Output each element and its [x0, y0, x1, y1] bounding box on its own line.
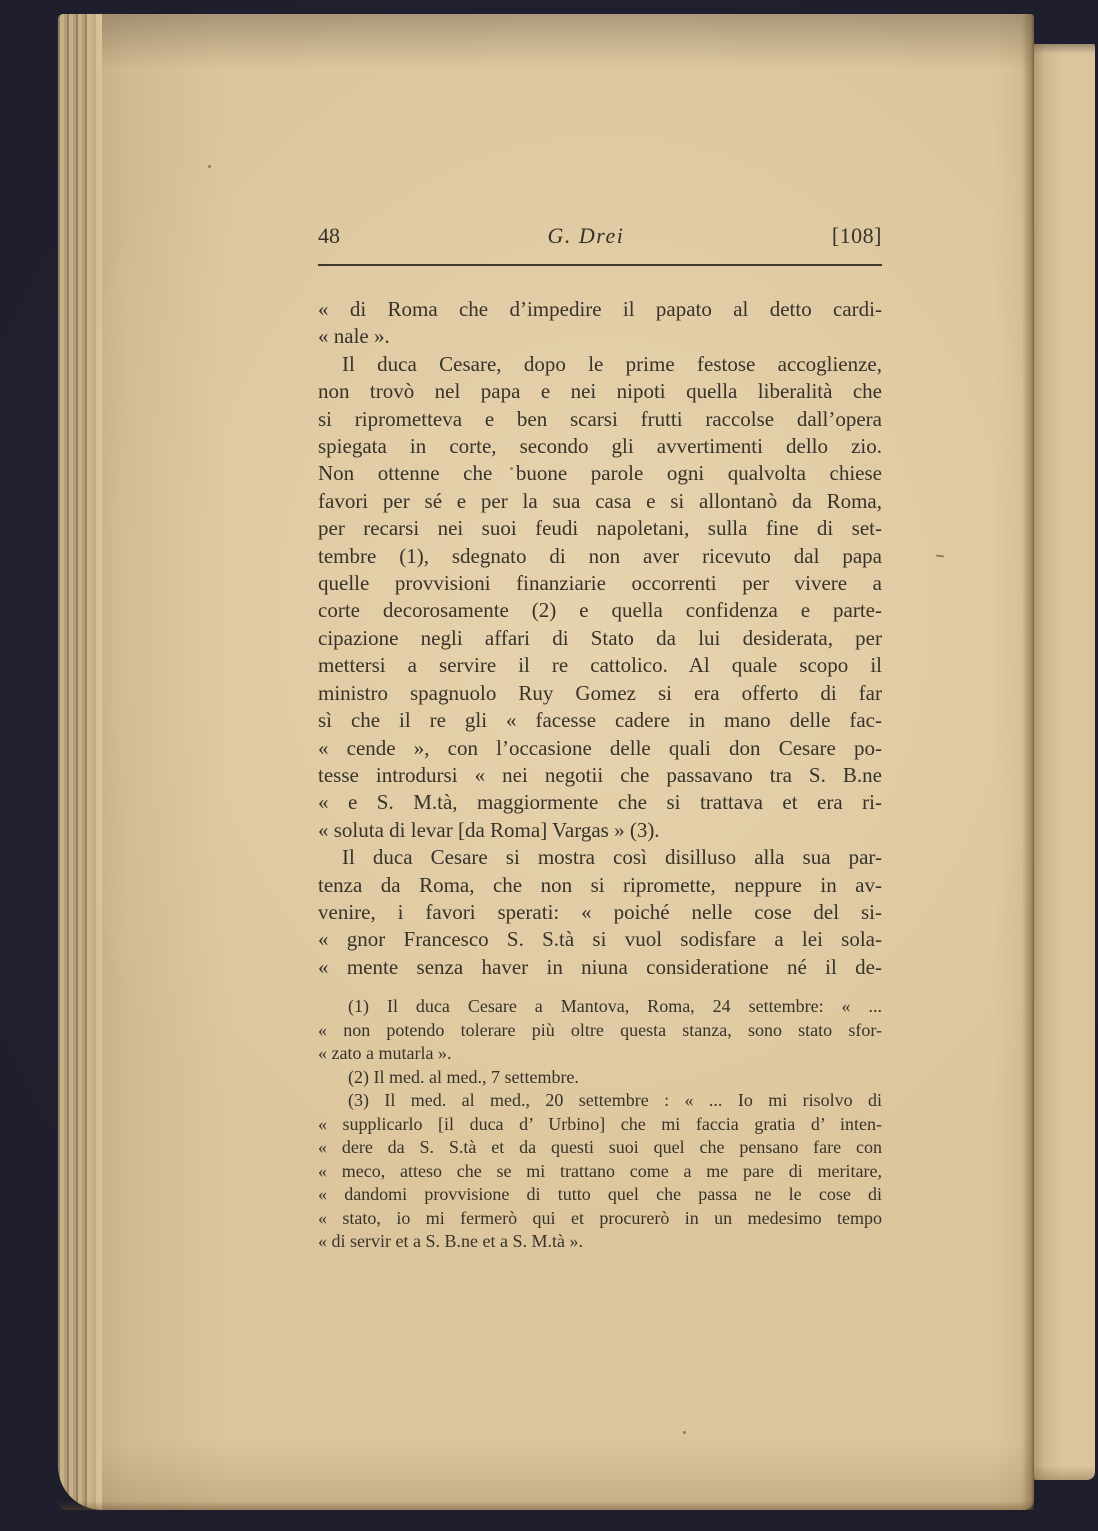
- text-line: tenza da Roma, che non si ripromette, neppure in av-: [318, 872, 882, 897]
- page-number: 48: [318, 223, 340, 248]
- header-rule: [318, 264, 882, 266]
- text-line: tembre (1), sdegnato di non aver ricevuto dal papa: [318, 543, 882, 568]
- paper-speck: [208, 165, 211, 168]
- text-line: favori per sé e per la sua casa e si allontanò da Roma,: [318, 488, 882, 513]
- text-line: « di Roma che d’impedire il papato al detto cardi-: [318, 297, 882, 321]
- text-line: « cende », con l’occasione delle quali don Cesare po-: [318, 735, 882, 760]
- page-header: [318, 223, 882, 249]
- text-line: « e S. M.tà, maggiormente che si trattava et era ri-: [318, 790, 882, 815]
- page-bottom-edge: [58, 1501, 1034, 1510]
- footnotes: [318, 995, 882, 1254]
- text-line: Il duca Cesare si mostra così disilluso alla sua par-: [342, 845, 882, 870]
- text-line: « mente senza haver in niuna consideratione né il de-: [318, 954, 882, 979]
- text-line: Non ottenne che buone parole ogni qualvolta chiese: [318, 461, 882, 486]
- text-line: tesse introdursi « nei negotii che passavano tra S. B.ne: [318, 762, 882, 787]
- text-line: corte decorosamente (2) e quella confidenza e parte-: [318, 598, 882, 623]
- text-line: « dandomi provvisione di tutto quel che passa ne le cose di: [318, 1184, 882, 1205]
- paper-speck: [683, 1431, 686, 1434]
- text-line: (1) Il duca Cesare a Mantova, Roma, 24 settembre: « ...: [348, 996, 882, 1017]
- text-line: (3) Il med. al med., 20 settembre : « ... Io mi risolvo di: [348, 1090, 882, 1111]
- printed-area: [318, 223, 882, 1254]
- next-page-edge: [1033, 44, 1095, 1480]
- book-page: [58, 14, 1034, 1510]
- page-fore-edge: [58, 14, 102, 1510]
- page-top-edge: [58, 14, 1034, 31]
- text-line: Il duca Cesare, dopo le prime festose accoglienze,: [342, 351, 882, 376]
- text-line: cipazione negli affari di Stato da lui desiderata, per: [318, 625, 882, 650]
- text-line: venire, i favori sperati: « poiché nelle cose del si-: [318, 899, 882, 924]
- text-line: per recarsi nei suoi feudi napoletani, sulla fine di set-: [318, 516, 882, 541]
- text-line: quelle provvisioni finanziarie occorrenti per vivere a: [318, 571, 882, 596]
- text-line: ministro spagnuolo Ruy Gomez si era offerto di far: [318, 680, 882, 705]
- text-line: « zato a mutarla ».: [318, 1043, 452, 1064]
- text-line: « stato, io mi fermerò qui et procurerò in un medesimo tempo: [318, 1207, 882, 1228]
- page-gutter-crease: [1022, 14, 1034, 1510]
- text-line: « nale ».: [318, 324, 390, 349]
- text-line: spiegata in corte, secondo gli avvertimenti dello zio.: [318, 434, 882, 459]
- text-line: « di servir et a S. B.ne et a S. M.tà ».: [318, 1231, 583, 1252]
- text-line: (2) Il med. al med., 7 settembre.: [348, 1066, 579, 1087]
- text-line: « dere da S. S.tà et da questi suoi quel che pensano fare con: [318, 1137, 882, 1158]
- text-line: mettersi a servire il re cattolico. Al quale scopo il: [318, 653, 882, 678]
- text-line: « soluta di levar [da Roma] Vargas » (3).: [318, 817, 660, 842]
- text-line: sì che il re gli « facesse cadere in mano delle fac-: [318, 708, 882, 733]
- text-line: non trovò nel papa e nei nipoti quella liberalità che: [318, 379, 882, 404]
- text-line: « non potendo tolerare più oltre questa stanza, sono stato sfor-: [318, 1019, 882, 1040]
- paper-speck: [936, 554, 944, 557]
- issue-number: [108]: [831, 223, 882, 248]
- text-line: « gnor Francesco S. S.tà si vuol sodisfare a lei sola-: [318, 927, 882, 952]
- running-title: G. Drei: [547, 223, 625, 248]
- text-line: « meco, atteso che se mi trattano come a me pare di meritare,: [318, 1160, 882, 1181]
- text-line: « supplicarlo [il duca d’ Urbino] che mi faccia gratia d’ inten-: [318, 1113, 882, 1134]
- body-text: [318, 296, 882, 981]
- text-line: si riprometteva e ben scarsi frutti raccolse dall’opera: [318, 406, 882, 431]
